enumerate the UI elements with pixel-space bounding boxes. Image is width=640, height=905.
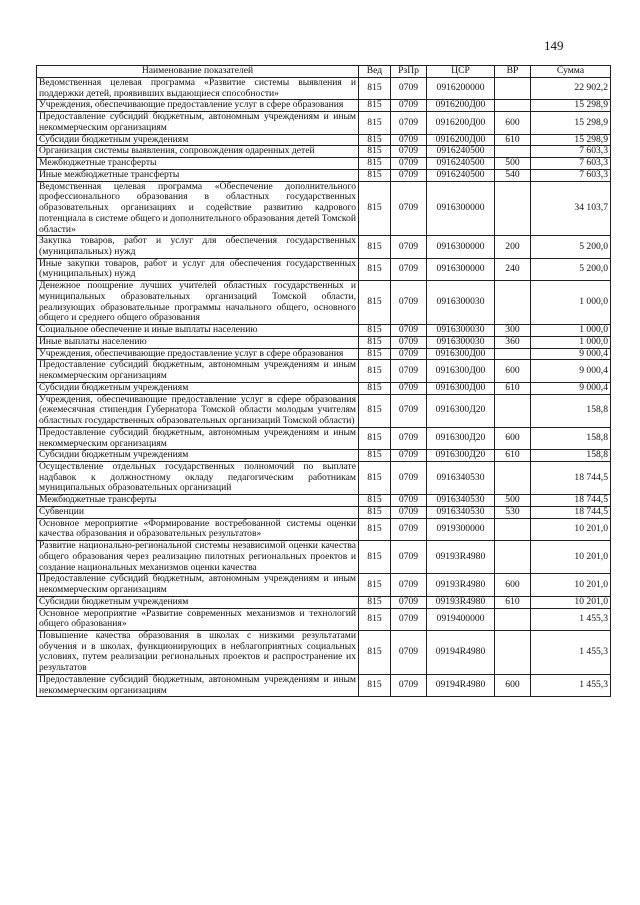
row-vr-cell: [495, 394, 531, 427]
table-row: [37, 596, 611, 608]
table-row: [37, 100, 611, 112]
row-csr-cell: 0916300030: [427, 281, 495, 325]
row-rzpr-cell: 0709: [391, 450, 427, 462]
row-name-cell: Ведомственная целевая программа «Развитие системы выявления и поддержки детей, проявивших выдающиеся способности»: [37, 78, 359, 100]
row-vr-cell: [495, 181, 531, 236]
row-vr-cell: 200: [495, 236, 531, 258]
row-vr-cell: [495, 281, 531, 325]
row-ved-cell: 815: [359, 450, 391, 462]
row-ved-cell: 815: [359, 236, 391, 258]
row-ved-cell: 815: [359, 608, 391, 630]
row-ved-cell: 815: [359, 506, 391, 518]
row-csr-cell: 09193R4980: [427, 541, 495, 574]
row-csr-cell: 0916200Д00: [427, 100, 495, 112]
table-row: [37, 258, 611, 280]
table-row: [37, 360, 611, 382]
row-rzpr-cell: 0709: [391, 336, 427, 348]
row-csr-cell: 0916300030: [427, 325, 495, 337]
table-row: [37, 146, 611, 158]
row-ved-cell: 815: [359, 100, 391, 112]
row-csr-cell: 09193R4980: [427, 596, 495, 608]
table-row: [37, 325, 611, 337]
row-rzpr-cell: 0709: [391, 158, 427, 170]
row-ved-cell: 815: [359, 574, 391, 596]
row-sum-cell: 10 201,0: [531, 596, 611, 608]
row-csr-cell: 0919300000: [427, 518, 495, 540]
row-name-cell: Организация системы выявления, сопровождения одаренных детей: [37, 146, 359, 158]
table-row: [37, 394, 611, 427]
row-csr-cell: 09194R4980: [427, 630, 495, 674]
row-vr-cell: 540: [495, 169, 531, 181]
row-vr-cell: 300: [495, 325, 531, 337]
row-sum-cell: 15 298,9: [531, 134, 611, 146]
row-name-cell: Учреждения, обеспечивающие предоставление услуг в сфере образования (ежемесячная стипендия Губернатора Томской области молодым учителям областных государственных образовательных организаций Томской области): [37, 394, 359, 427]
table-row: [37, 134, 611, 146]
row-ved-cell: 815: [359, 336, 391, 348]
table-row: [37, 348, 611, 360]
row-vr-cell: [495, 100, 531, 112]
table-row: [37, 112, 611, 134]
row-sum-cell: 7 603,3: [531, 146, 611, 158]
row-vr-cell: [495, 348, 531, 360]
row-name-cell: Основное мероприятие «Развитие современных механизмов и технологий общего образования»: [37, 608, 359, 630]
row-ved-cell: 815: [359, 630, 391, 674]
row-vr-cell: [495, 518, 531, 540]
row-rzpr-cell: 0709: [391, 461, 427, 494]
row-csr-cell: 0916240500: [427, 158, 495, 170]
row-sum-cell: 1 455,3: [531, 608, 611, 630]
row-vr-cell: [495, 608, 531, 630]
row-sum-cell: 18 744,5: [531, 495, 611, 507]
row-ved-cell: 815: [359, 495, 391, 507]
table-row: [37, 461, 611, 494]
table-row: [37, 236, 611, 258]
row-name-cell: Предоставление субсидий бюджетным, автономным учреждениям и иным некоммерческим организациям: [37, 427, 359, 449]
table-row: [37, 506, 611, 518]
row-csr-cell: 0916300000: [427, 258, 495, 280]
row-csr-cell: 0916300000: [427, 236, 495, 258]
row-rzpr-cell: 0709: [391, 427, 427, 449]
row-rzpr-cell: 0709: [391, 630, 427, 674]
row-name-cell: Развитие национально-региональной системы независимой оценки качества общего образования через реализацию пилотных региональных проектов и создание национальных механизмов оценки качества: [37, 541, 359, 574]
header-ved: Вед: [359, 66, 391, 78]
row-csr-cell: 0916200Д00: [427, 112, 495, 134]
row-ved-cell: 815: [359, 382, 391, 394]
row-csr-cell: 0916300Д20: [427, 450, 495, 462]
row-ved-cell: 815: [359, 360, 391, 382]
row-vr-cell: 610: [495, 382, 531, 394]
row-sum-cell: 158,8: [531, 450, 611, 462]
row-csr-cell: 0916300Д00: [427, 360, 495, 382]
row-vr-cell: [495, 541, 531, 574]
row-rzpr-cell: 0709: [391, 382, 427, 394]
row-sum-cell: 7 603,3: [531, 158, 611, 170]
row-ved-cell: 815: [359, 112, 391, 134]
row-sum-cell: 1 455,3: [531, 630, 611, 674]
row-rzpr-cell: 0709: [391, 134, 427, 146]
row-vr-cell: 360: [495, 336, 531, 348]
row-vr-cell: 610: [495, 450, 531, 462]
row-csr-cell: 0916340530: [427, 506, 495, 518]
row-ved-cell: 815: [359, 134, 391, 146]
row-sum-cell: 5 200,0: [531, 236, 611, 258]
row-csr-cell: 09193R4980: [427, 574, 495, 596]
table-header-row: [37, 66, 611, 78]
header-vr: ВР: [495, 66, 531, 78]
budget-table: [36, 65, 611, 697]
header-sum: Сумма: [531, 66, 611, 78]
row-ved-cell: 815: [359, 325, 391, 337]
row-name-cell: Субвенции: [37, 506, 359, 518]
row-name-cell: Закупка товаров, работ и услуг для обеспечения государственных (муниципальных) нужд: [37, 236, 359, 258]
row-vr-cell: 530: [495, 506, 531, 518]
row-rzpr-cell: 0709: [391, 78, 427, 100]
row-name-cell: Учреждения, обеспечивающие предоставление услуг в сфере образования: [37, 100, 359, 112]
row-ved-cell: 815: [359, 78, 391, 100]
row-rzpr-cell: 0709: [391, 236, 427, 258]
row-sum-cell: 10 201,0: [531, 574, 611, 596]
row-vr-cell: 240: [495, 258, 531, 280]
row-rzpr-cell: 0709: [391, 360, 427, 382]
row-rzpr-cell: 0709: [391, 596, 427, 608]
row-sum-cell: 7 603,3: [531, 169, 611, 181]
row-csr-cell: 0916300000: [427, 181, 495, 236]
row-rzpr-cell: 0709: [391, 394, 427, 427]
row-vr-cell: [495, 146, 531, 158]
row-rzpr-cell: 0709: [391, 181, 427, 236]
row-csr-cell: 0916340530: [427, 495, 495, 507]
table-row: [37, 541, 611, 574]
row-rzpr-cell: 0709: [391, 169, 427, 181]
row-sum-cell: 10 201,0: [531, 518, 611, 540]
page-number: 149: [544, 38, 564, 53]
row-ved-cell: 815: [359, 518, 391, 540]
row-sum-cell: 10 201,0: [531, 541, 611, 574]
row-name-cell: Иные межбюджетные трансферты: [37, 169, 359, 181]
row-vr-cell: 500: [495, 158, 531, 170]
row-vr-cell: 600: [495, 574, 531, 596]
table-body: [37, 78, 611, 697]
row-vr-cell: 610: [495, 596, 531, 608]
row-rzpr-cell: 0709: [391, 608, 427, 630]
row-rzpr-cell: 0709: [391, 674, 427, 696]
row-vr-cell: 600: [495, 360, 531, 382]
row-sum-cell: 9 000,4: [531, 360, 611, 382]
row-ved-cell: 815: [359, 158, 391, 170]
row-name-cell: Учреждения, обеспечивающие предоставление услуг в сфере образования: [37, 348, 359, 360]
row-ved-cell: 815: [359, 596, 391, 608]
row-vr-cell: [495, 630, 531, 674]
row-name-cell: Субсидии бюджетным учреждениям: [37, 450, 359, 462]
row-csr-cell: 09194R4980: [427, 674, 495, 696]
row-ved-cell: 815: [359, 394, 391, 427]
row-csr-cell: 0916300030: [427, 336, 495, 348]
row-sum-cell: 158,8: [531, 427, 611, 449]
row-name-cell: Субсидии бюджетным учреждениям: [37, 382, 359, 394]
row-ved-cell: 815: [359, 461, 391, 494]
table-row: [37, 181, 611, 236]
row-name-cell: Социальное обеспечение и иные выплаты населению: [37, 325, 359, 337]
header-csr: ЦСР: [427, 66, 495, 78]
row-csr-cell: 0916340530: [427, 461, 495, 494]
row-csr-cell: 0916240500: [427, 169, 495, 181]
row-ved-cell: 815: [359, 674, 391, 696]
row-ved-cell: 815: [359, 181, 391, 236]
row-vr-cell: 500: [495, 495, 531, 507]
row-name-cell: Межбюджетные трансферты: [37, 158, 359, 170]
table-row: [37, 78, 611, 100]
row-rzpr-cell: 0709: [391, 348, 427, 360]
row-name-cell: Предоставление субсидий бюджетным, автономным учреждениям и иным некоммерческим организациям: [37, 574, 359, 596]
row-sum-cell: 18 744,5: [531, 461, 611, 494]
row-ved-cell: 815: [359, 281, 391, 325]
table-row: [37, 169, 611, 181]
row-ved-cell: 815: [359, 541, 391, 574]
row-vr-cell: 610: [495, 134, 531, 146]
table-row: [37, 336, 611, 348]
row-vr-cell: 600: [495, 674, 531, 696]
row-vr-cell: 600: [495, 112, 531, 134]
row-vr-cell: [495, 78, 531, 100]
row-sum-cell: 1 455,3: [531, 674, 611, 696]
row-sum-cell: 1 000,0: [531, 325, 611, 337]
row-name-cell: Иные закупки товаров, работ и услуг для обеспечения государственных (муниципальных) нужд: [37, 258, 359, 280]
row-vr-cell: [495, 461, 531, 494]
row-csr-cell: 0916300Д20: [427, 394, 495, 427]
row-sum-cell: 158,8: [531, 394, 611, 427]
row-csr-cell: 0916200Д00: [427, 134, 495, 146]
row-sum-cell: 9 000,4: [531, 382, 611, 394]
row-ved-cell: 815: [359, 427, 391, 449]
row-sum-cell: 34 103,7: [531, 181, 611, 236]
table-row: [37, 574, 611, 596]
table-row: [37, 674, 611, 696]
row-rzpr-cell: 0709: [391, 574, 427, 596]
row-sum-cell: 1 000,0: [531, 281, 611, 325]
row-sum-cell: 5 200,0: [531, 258, 611, 280]
row-name-cell: Предоставление субсидий бюджетным, автономным учреждениям и иным некоммерческим организациям: [37, 112, 359, 134]
row-name-cell: Денежное поощрение лучших учителей областных государственных и муниципальных образовательных организаций Томской области, реализующих образовательные программы начального общего, основного общего и среднего общего образования: [37, 281, 359, 325]
row-ved-cell: 815: [359, 258, 391, 280]
table-row: [37, 158, 611, 170]
row-rzpr-cell: 0709: [391, 100, 427, 112]
row-sum-cell: 1 000,0: [531, 336, 611, 348]
row-name-cell: Предоставление субсидий бюджетным, автономным учреждениям и иным некоммерческим организациям: [37, 674, 359, 696]
row-rzpr-cell: 0709: [391, 281, 427, 325]
row-sum-cell: 18 744,5: [531, 506, 611, 518]
table-row: [37, 382, 611, 394]
row-sum-cell: 22 902,2: [531, 78, 611, 100]
row-name-cell: Межбюджетные трансферты: [37, 495, 359, 507]
row-name-cell: Повышение качества образования в школах с низкими результатами обучения и в школах, функционирующих в неблагоприятных социальных условиях, путем реализации региональных проектов и распространение их результатов: [37, 630, 359, 674]
row-ved-cell: 815: [359, 169, 391, 181]
row-sum-cell: 15 298,9: [531, 100, 611, 112]
table-row: [37, 608, 611, 630]
header-name: Наименование показателей: [37, 66, 359, 78]
row-rzpr-cell: 0709: [391, 518, 427, 540]
row-vr-cell: 600: [495, 427, 531, 449]
row-sum-cell: 15 298,9: [531, 112, 611, 134]
header-rzpr: РзПр: [391, 66, 427, 78]
row-name-cell: Субсидии бюджетным учреждениям: [37, 596, 359, 608]
row-name-cell: Иные выплаты населению: [37, 336, 359, 348]
row-name-cell: Субсидии бюджетным учреждениям: [37, 134, 359, 146]
row-rzpr-cell: 0709: [391, 541, 427, 574]
table-row: [37, 427, 611, 449]
row-name-cell: Предоставление субсидий бюджетным, автономным учреждениям и иным некоммерческим организациям: [37, 360, 359, 382]
row-csr-cell: 0916300Д00: [427, 382, 495, 394]
row-rzpr-cell: 0709: [391, 495, 427, 507]
table-row: [37, 450, 611, 462]
row-rzpr-cell: 0709: [391, 325, 427, 337]
row-ved-cell: 815: [359, 348, 391, 360]
row-rzpr-cell: 0709: [391, 258, 427, 280]
row-rzpr-cell: 0709: [391, 506, 427, 518]
row-name-cell: Основное мероприятие «Формирование востребованной системы оценки качества образования и образовательных результатов»: [37, 518, 359, 540]
table-row: [37, 518, 611, 540]
table-row: [37, 495, 611, 507]
row-csr-cell: 0916300Д20: [427, 427, 495, 449]
row-csr-cell: 0919400000: [427, 608, 495, 630]
table-row: [37, 630, 611, 674]
row-csr-cell: 0916200000: [427, 78, 495, 100]
row-rzpr-cell: 0709: [391, 146, 427, 158]
row-rzpr-cell: 0709: [391, 112, 427, 134]
row-ved-cell: 815: [359, 146, 391, 158]
table-row: [37, 281, 611, 325]
row-name-cell: Осуществление отдельных государственных полномочий по выплате надбавок к должностному окладу педагогическим работникам муниципальных образовательных организаций: [37, 461, 359, 494]
row-sum-cell: 9 000,4: [531, 348, 611, 360]
row-name-cell: Ведомственная целевая программа «Обеспечение дополнительного профессионального образования в областных государственных образовательных организациях и содействие развитию кадрового потенциала в системе общего и дополнительного образования детей Томской области»: [37, 181, 359, 236]
row-csr-cell: 0916300Д00: [427, 348, 495, 360]
row-csr-cell: 0916240500: [427, 146, 495, 158]
